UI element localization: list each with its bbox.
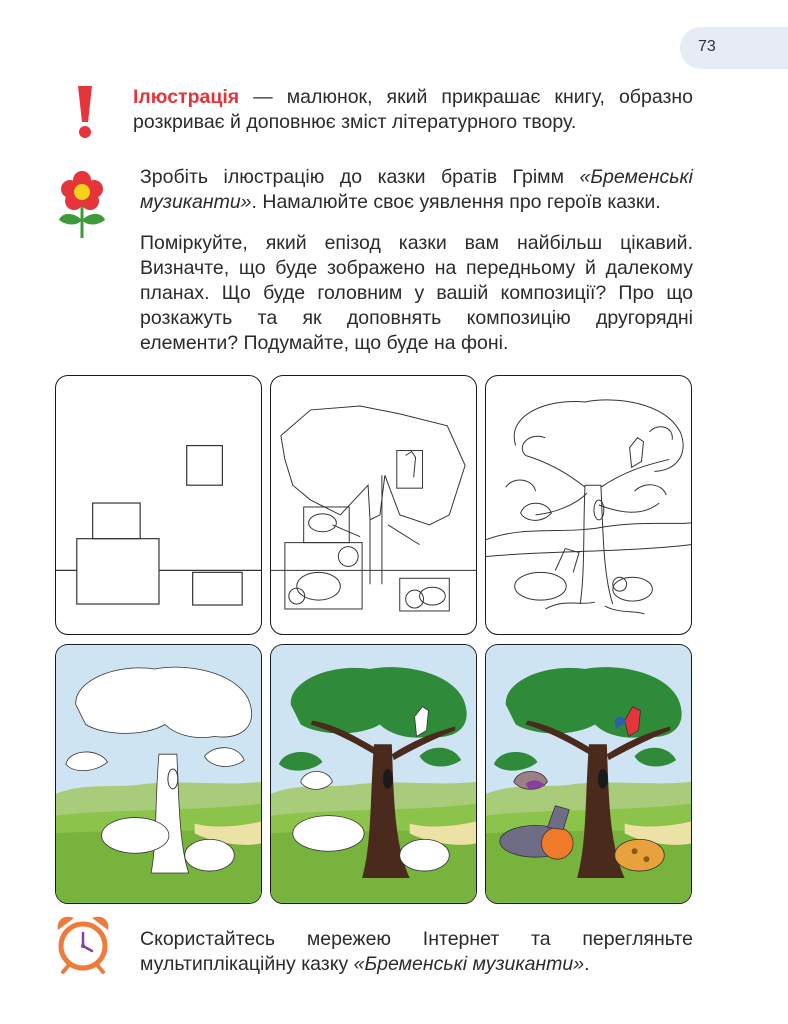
definition-paragraph [133,85,693,135]
internet-before: Скористайтесь мережею Інтернет та перегляньте мультиплікаційну казку [140,928,693,975]
step-6-fully-colored [485,644,692,904]
task-p1-before: Зробіть ілюстрацію до казки братів Грімм [140,166,580,188]
step-3-line-drawing [485,375,692,635]
internet-after: . [584,953,590,975]
internet-paragraph [140,927,693,977]
task-paragraph-1 [140,165,693,215]
step-5-tree-colored [270,644,477,904]
definition-text: — малюнок, який прикрашає книгу, образно розкриває й доповнює зміст літературного твору. [133,86,693,133]
cartoon-title: «Бременські музиканти» [353,953,585,975]
fairy-tale-title: «Бременські музиканти» [140,166,693,213]
step-2-tree-sketch [270,375,477,635]
flower-icon [57,170,107,240]
page-number: 73 [698,38,716,55]
task-paragraph-2: Поміркуйте, який епізод казки вам найбільш цікавий. Визначте, що буде зображено на передньому й далекому планах. Що буде головним у вашій композиції? Про що розкажуть та як доповнять композицію другорядні елементи? Подумайте, що буде на фоні. [140,232,693,354]
alarm-clock-icon [54,914,112,974]
step-4-background-colored [55,644,262,904]
page-number-tab [680,27,788,69]
step-1-composition-boxes [55,375,262,635]
task-p1-after: . Намалюйте своє уявлення про героїв казки. [251,191,661,213]
definition-term: Ілюстрація [133,86,240,108]
exclamation-icon [74,84,96,140]
